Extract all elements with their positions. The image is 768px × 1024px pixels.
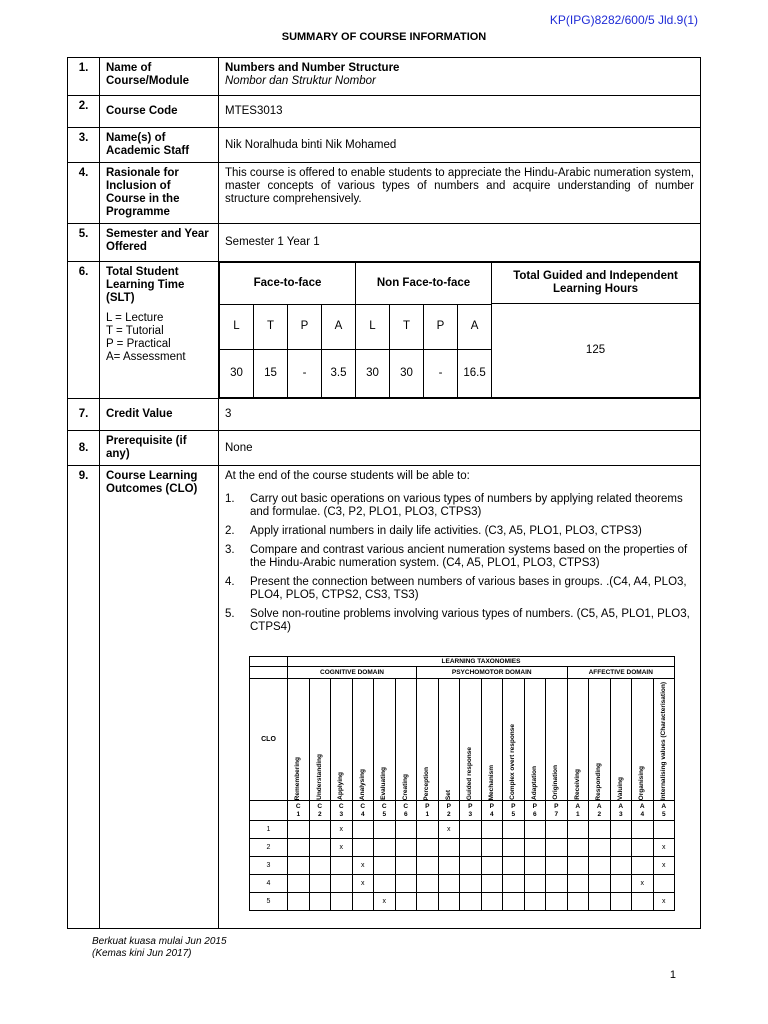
taxonomy-code: P 3 — [460, 801, 482, 821]
taxonomy-level: Applying — [331, 679, 353, 801]
taxonomy-mark: x — [653, 857, 675, 875]
taxonomy-level: Valuing — [610, 679, 632, 801]
learning-taxonomies-table — [249, 656, 675, 911]
taxonomy-code: C 6 — [395, 801, 417, 821]
clo-intro: At the end of the course students will be able to: — [225, 470, 470, 482]
taxonomy-mark — [374, 875, 396, 893]
taxonomy-mark — [653, 821, 675, 839]
taxonomy-mark — [546, 893, 568, 911]
row-credit-value: 7. Credit Value 3 — [68, 399, 701, 431]
taxonomy-level: Adaptation — [524, 679, 546, 801]
taxonomy-title: LEARNING TAXONOMIES — [288, 657, 675, 667]
taxonomy-code: C 1 — [288, 801, 310, 821]
taxonomy-mark — [395, 839, 417, 857]
taxonomy-mark — [417, 821, 439, 839]
taxonomy-level: Guided response — [460, 679, 482, 801]
taxonomy-mark — [503, 839, 525, 857]
taxonomy-level: Understanding — [309, 679, 331, 801]
taxonomy-mark: x — [653, 839, 675, 857]
taxonomy-mark — [374, 821, 396, 839]
taxonomy-mark: x — [331, 821, 353, 839]
clo-list — [225, 493, 694, 634]
list-item: 3. Compare and contrast various ancient numeration systems based on the properties of the Hindu-Arabic numeration system. (C4, A5, PLO1, PLO3, CTPS3) — [225, 544, 688, 569]
clo-number: 4 — [250, 875, 288, 893]
taxonomy-code: C 5 — [374, 801, 396, 821]
taxonomy-mark: x — [352, 875, 374, 893]
taxonomy-mark — [288, 857, 310, 875]
table-row — [250, 821, 675, 839]
row-rationale: 4. Rasionale for Inclusion of Course in the Programme This course is offered to enable students to appreciate the Hindu-Arabic numeration system, master concepts of various types of numbers and acquire understanding of number structure comprehensively. — [68, 163, 701, 224]
taxonomy-mark — [481, 893, 503, 911]
taxonomy-level: Perception — [417, 679, 439, 801]
row-slt: 6. Total Student Learning Time (SLT) L = Lecture T = Tutorial P = Practical A= Assessment Face-to-face Non Face-to-face Total Guided and Independent Learning Hours 125 L T P A L T P A 30 15 - 3.5 30 30 - 16.5 — [68, 262, 701, 399]
taxonomy-mark — [352, 839, 374, 857]
taxonomy-mark — [632, 839, 654, 857]
taxonomy-code: A 3 — [610, 801, 632, 821]
taxonomy-mark — [438, 857, 460, 875]
taxonomy-level: Analysing — [352, 679, 374, 801]
taxonomy-mark — [438, 839, 460, 857]
taxonomy-mark — [460, 875, 482, 893]
taxonomy-mark — [288, 839, 310, 857]
taxonomy-mark — [395, 875, 417, 893]
taxonomy-mark — [546, 839, 568, 857]
taxonomy-mark — [460, 821, 482, 839]
taxonomy-mark — [503, 875, 525, 893]
taxonomy-mark — [460, 839, 482, 857]
clo-number: 5 — [250, 893, 288, 911]
taxonomy-mark — [481, 839, 503, 857]
non-face-to-face-header: Non Face-to-face — [356, 263, 492, 305]
rationale-text: This course is offered to enable students to appreciate the Hindu-Arabic numeration system, master concepts of various types of numbers and acquire understanding of number structure comprehensively. — [219, 163, 701, 224]
taxonomy-mark — [524, 893, 546, 911]
taxonomy-mark — [309, 821, 331, 839]
taxonomy-mark — [417, 893, 439, 911]
taxonomy-mark — [567, 857, 589, 875]
taxonomy-mark — [374, 839, 396, 857]
taxonomy-mark — [374, 857, 396, 875]
taxonomy-code: P 6 — [524, 801, 546, 821]
taxonomy-mark — [352, 893, 374, 911]
taxonomy-mark — [589, 821, 611, 839]
taxonomy-mark — [610, 893, 632, 911]
taxonomy-code: P 1 — [417, 801, 439, 821]
row-course-name: 1. Name of Course/Module Numbers and Number Structure Nombor dan Struktur Nombor — [68, 58, 701, 96]
table-row — [250, 893, 675, 911]
taxonomy-mark: x — [438, 821, 460, 839]
taxonomy-code: A 4 — [632, 801, 654, 821]
taxonomy-mark — [524, 839, 546, 857]
taxonomy-code: P 7 — [546, 801, 568, 821]
taxonomy-mark — [632, 857, 654, 875]
clo-number: 3 — [250, 857, 288, 875]
table-row — [250, 857, 675, 875]
taxonomy-mark — [589, 839, 611, 857]
total-hours-value: 125 — [585, 344, 606, 356]
reference-code: KP(IPG)8282/600/5 Jld.9(1) — [549, 13, 698, 27]
taxonomy-mark — [589, 893, 611, 911]
taxonomy-mark — [567, 839, 589, 857]
taxonomy-level: Evaluating — [374, 679, 396, 801]
clo-header: CLO — [250, 679, 288, 801]
taxonomy-mark — [417, 875, 439, 893]
cognitive-domain-header: COGNITIVE DOMAIN — [288, 667, 417, 679]
row-semester: 5. Semester and Year Offered Semester 1 Year 1 — [68, 224, 701, 262]
taxonomy-mark — [610, 857, 632, 875]
taxonomy-code: C 2 — [309, 801, 331, 821]
taxonomy-level: Creating — [395, 679, 417, 801]
page-number: 1 — [669, 969, 676, 981]
taxonomy-mark — [309, 839, 331, 857]
taxonomy-mark — [309, 893, 331, 911]
taxonomy-mark — [567, 893, 589, 911]
taxonomy-code: A 1 — [567, 801, 589, 821]
taxonomy-mark — [460, 857, 482, 875]
taxonomy-mark — [309, 875, 331, 893]
taxonomy-mark — [546, 875, 568, 893]
footer-note: Berkuat kuasa mulai Jun 2015 (Kemas kini Jun 2017) — [92, 936, 227, 959]
taxonomy-mark — [395, 821, 417, 839]
taxonomy-mark — [481, 821, 503, 839]
taxonomy-code: P 4 — [481, 801, 503, 821]
taxonomy-level: Mechanism — [481, 679, 503, 801]
taxonomy-level: Internalising values (Characterisation) — [653, 679, 675, 801]
slt-label: Total Student Learning Time (SLT) — [106, 266, 185, 304]
slt-legend: L = Lecture T = Tutorial P = Practical A= Assessment — [106, 312, 186, 363]
taxonomy-mark — [460, 893, 482, 911]
credit-value: 3 — [219, 399, 701, 431]
taxonomy-mark — [288, 893, 310, 911]
taxonomy-mark — [395, 893, 417, 911]
taxonomy-code: P 2 — [438, 801, 460, 821]
taxonomy-mark — [417, 839, 439, 857]
taxonomy-mark — [481, 875, 503, 893]
taxonomy-mark — [309, 857, 331, 875]
taxonomy-mark — [352, 821, 374, 839]
course-name-malay: Nombor dan Struktur Nombor — [225, 75, 376, 87]
taxonomy-mark — [632, 821, 654, 839]
taxonomy-level: Responding — [589, 679, 611, 801]
taxonomy-mark — [546, 821, 568, 839]
taxonomy-mark — [481, 857, 503, 875]
list-item: 4. Present the connection between numbers of various bases in groups. .(C4, A4, PLO3, PLO4, PLO5, CTPS2, CS3, TS3) — [225, 576, 687, 601]
clo-number: 2 — [250, 839, 288, 857]
taxonomy-mark — [567, 875, 589, 893]
row-prerequisite: 8. Prerequisite (if any) None — [68, 431, 701, 466]
taxonomy-mark — [503, 893, 525, 911]
clo-number: 1 — [250, 821, 288, 839]
taxonomy-mark — [653, 875, 675, 893]
taxonomy-level: Receiving — [567, 679, 589, 801]
taxonomy-mark: x — [331, 839, 353, 857]
page-title: SUMMARY OF COURSE INFORMATION — [281, 31, 487, 43]
taxonomy-mark — [610, 821, 632, 839]
taxonomy-mark — [503, 821, 525, 839]
row-clo: 9. Course Learning Outcomes (CLO) At the end of the course students will be able to: 1. Carry out basic operations on various types of numbers by applying related theorems and formulae. (C3, P2, PLO1, PLO3, CTPS3) 2. Apply irrational numbers in daily life activities. (C3, A5, PLO1, PLO3, CTPS3) 3. Compare and contrast various ancient numeration systems based on the properties of the Hindu-Arabic numeration system. (C4, A5, PLO1, PLO3, CTPS3) 4. Present the connection between numbers of various bases in groups. .(C4, A4, PLO3, PLO4, PLO5, CTPS2, CS3, TS3) 5. Solve non-routine problems involving various types of numbers. (C5, A5, PLO1, PLO3, CTPS4) LEARNING TAXONOMIES COGNITIVE DOMAIN PSYCHOMOTOR DOMAIN AFFECTIVE DOMAIN CLO Remembering Understanding Applying Analysing Evaluating Creating Perception Set Guided response Mechanism Complex overt response Adaptation Origination Receiving Responding Valuing Organising Internalising values (Characterisation) C 1 C 2 C 3 C 4 C 5 C 6 P 1 P 2 P 3 P 4 P 5 P 6 P 7 A 1 A 2 A 3 A 4 A 5 1 x x 2 x x 3 x x 4 x x 5 x x — [68, 466, 701, 929]
course-info-table — [67, 57, 701, 929]
taxonomy-level: Organising — [632, 679, 654, 801]
taxonomy-level: Complex overt response — [503, 679, 525, 801]
taxonomy-code: C 3 — [331, 801, 353, 821]
taxonomy-mark — [331, 857, 353, 875]
taxonomy-mark — [395, 857, 417, 875]
taxonomy-code: C 4 — [352, 801, 374, 821]
taxonomy-mark — [503, 857, 525, 875]
prerequisite: None — [219, 431, 701, 466]
taxonomy-mark — [610, 839, 632, 857]
taxonomy-mark — [524, 857, 546, 875]
taxonomy-mark — [288, 821, 310, 839]
taxonomy-mark — [438, 893, 460, 911]
taxonomy-mark — [589, 857, 611, 875]
course-name: Numbers and Number Structure — [225, 62, 400, 74]
taxonomy-mark — [288, 875, 310, 893]
total-hours-header: Total Guided and Independent Learning Hours — [492, 263, 699, 304]
psychomotor-domain-header: PSYCHOMOTOR DOMAIN — [417, 667, 568, 679]
taxonomy-mark — [567, 821, 589, 839]
list-item: 5. Solve non-routine problems involving various types of numbers. (C5, A5, PLO1, PLO3, CTPS4) — [225, 608, 690, 633]
list-item: 2. Apply irrational numbers in daily life activities. (C3, A5, PLO1, PLO3, CTPS3) — [225, 525, 642, 537]
taxonomy-mark — [524, 875, 546, 893]
face-to-face-header: Face-to-face — [220, 263, 356, 305]
taxonomy-mark: x — [374, 893, 396, 911]
taxonomy-mark — [331, 875, 353, 893]
taxonomy-level: Origination — [546, 679, 568, 801]
taxonomy-mark — [331, 893, 353, 911]
taxonomy-mark: x — [653, 893, 675, 911]
taxonomy-mark — [632, 893, 654, 911]
taxonomy-mark — [524, 821, 546, 839]
table-row — [250, 839, 675, 857]
taxonomy-level: Set — [438, 679, 460, 801]
slt-table: Face-to-face Non Face-to-face Total Guided and Independent Learning Hours 125 L T P A L T P A 30 15 - 3.5 30 30 - 16.5 — [219, 262, 700, 398]
taxonomy-mark — [610, 875, 632, 893]
taxonomy-code: A 2 — [589, 801, 611, 821]
affective-domain-header: AFFECTIVE DOMAIN — [567, 667, 675, 679]
row-course-code: 2. Course Code MTES3013 — [68, 96, 701, 128]
taxonomy-code: A 5 — [653, 801, 675, 821]
taxonomy-mark: x — [352, 857, 374, 875]
taxonomy-mark — [546, 857, 568, 875]
taxonomy-code: P 5 — [503, 801, 525, 821]
table-row — [250, 875, 675, 893]
semester-year: Semester 1 Year 1 — [219, 224, 701, 262]
taxonomy-mark — [438, 875, 460, 893]
taxonomy-level: Remembering — [288, 679, 310, 801]
list-item: 1. Carry out basic operations on various types of numbers by applying related theorems and formulae. (C3, P2, PLO1, PLO3, CTPS3) — [225, 493, 683, 518]
academic-staff: Nik Noralhuda binti Nik Mohamed — [219, 128, 701, 163]
course-code: MTES3013 — [219, 96, 701, 128]
taxonomy-mark — [589, 875, 611, 893]
taxonomy-mark: x — [632, 875, 654, 893]
taxonomy-mark — [417, 857, 439, 875]
row-academic-staff: 3. Name(s) of Academic Staff Nik Noralhuda binti Nik Mohamed — [68, 128, 701, 163]
